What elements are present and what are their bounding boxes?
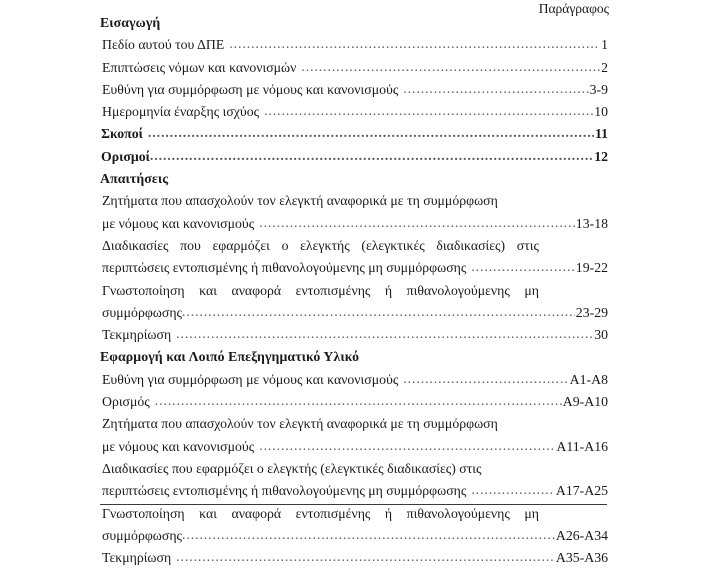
toc-entry[interactable] <box>102 302 608 324</box>
toc-entry-label: περιπτώσεις εντοπισμένης ή πιθανολογούμενης μη συμμόρφωσης <box>102 483 467 499</box>
toc-entry-wrapped-line: Ζητήματα που απασχολούν τον ελεγκτή αναφορικά με τη συμμόρφωση <box>102 193 498 209</box>
toc-entry-number: 11 <box>594 126 608 142</box>
toc-section-heading: Εισαγωγή <box>100 15 161 30</box>
table-of-contents <box>100 12 608 569</box>
leader-dots <box>403 78 588 100</box>
toc-entry[interactable] <box>102 369 608 391</box>
toc-entry-label: Ευθύνη για συμμόρφωση με νόμους και κανονισμούς <box>102 81 399 97</box>
toc-entry[interactable] <box>102 324 608 346</box>
word: ο <box>281 237 289 253</box>
word: ή <box>384 282 393 298</box>
toc-entry-wrapped-line: Ζητήματα που απασχολούν τον ελεγκτή αναφορικά με τη συμμόρφωση <box>102 416 498 432</box>
toc-entry-label: περιπτώσεις εντοπισμένης ή πιθανολογούμενης μη συμμόρφωσης <box>102 260 467 276</box>
toc-entry[interactable] <box>102 79 608 101</box>
word: ή <box>384 505 393 521</box>
word: που <box>180 237 201 253</box>
leader-dots <box>259 435 555 457</box>
leader-dots <box>176 323 593 345</box>
toc-section-application-material <box>100 346 608 569</box>
toc-entry-label: Ευθύνη για συμμόρφωση με νόμους και κανονισμούς <box>102 371 399 387</box>
leader-dots <box>471 479 555 501</box>
toc-entry-label: Ορισμοί <box>101 148 150 164</box>
toc-entry-label: συμμόρφωσης <box>102 304 183 320</box>
toc-section-requirements <box>100 168 608 346</box>
word: εντοπισμένης <box>295 282 371 298</box>
toc-entry-number: 30 <box>594 327 608 343</box>
toc-entry-wrapped-line <box>102 503 539 525</box>
toc-entry[interactable] <box>102 391 608 413</box>
leader-dots <box>403 368 568 390</box>
word: μη <box>524 282 539 298</box>
toc-entry[interactable] <box>102 525 608 547</box>
toc-entry-number: 12 <box>594 148 608 164</box>
toc-entry[interactable] <box>102 436 608 458</box>
toc-entry[interactable] <box>102 101 608 123</box>
leader-dots <box>259 212 575 234</box>
toc-entry-label: Επιπτώσεις νόμων και κανονισμών <box>102 59 297 75</box>
toc-entry-label: με νόμους και κανονισμούς <box>102 438 255 454</box>
leader-dots <box>182 524 555 546</box>
toc-entry-number: 19-22 <box>575 260 608 276</box>
toc-entry[interactable] <box>102 213 608 235</box>
leader-dots <box>264 100 593 122</box>
toc-entry-wrapped-line <box>102 280 539 302</box>
toc-entry[interactable] <box>102 34 608 56</box>
toc-entry-number: 2 <box>601 59 608 75</box>
word: αναφορά <box>231 505 282 521</box>
toc-entry-number: 1 <box>601 37 608 53</box>
leader-dots <box>176 546 555 568</box>
toc-entry[interactable] <box>102 547 608 569</box>
leader-dots <box>301 56 600 78</box>
toc-entry-number: A26-A34 <box>555 527 608 543</box>
toc-entry-label: Σκοποί <box>101 126 143 142</box>
word: και <box>199 505 217 521</box>
toc-entry-number: A9-A10 <box>562 394 608 410</box>
toc-entry-label: συμμόρφωσης <box>102 527 183 543</box>
toc-entry-number: A35-A36 <box>555 550 608 566</box>
leader-dots <box>471 256 574 278</box>
toc-entry-number: 10 <box>594 104 608 120</box>
toc-entry-number: A17-A25 <box>555 483 608 499</box>
toc-entry-objectives[interactable] <box>101 123 608 145</box>
toc-entry-label: Ορισμός <box>102 394 150 410</box>
toc-section-heading: Απαιτήσεις <box>100 171 169 187</box>
toc-entry-label: Πεδίο αυτού του ΔΠΕ <box>102 37 225 53</box>
word: εντοπισμένης <box>295 505 371 521</box>
word: μη <box>524 505 539 521</box>
toc-entry-number: A1-A8 <box>569 371 608 387</box>
toc-section-introduction <box>100 12 608 123</box>
toc-entry-number: 3-9 <box>589 81 608 97</box>
word: διαδικασίες) <box>436 237 506 253</box>
leader-dots <box>155 390 562 412</box>
leader-dots <box>182 301 575 323</box>
column-header-paragraph: Παράγραφος <box>538 1 609 16</box>
word: Γνωστοποίηση <box>102 282 185 298</box>
toc-entry-definitions[interactable] <box>101 146 608 168</box>
word: πιθανολογούμενης <box>406 505 510 521</box>
word: πιθανολογούμενης <box>406 282 510 298</box>
leader-dots <box>148 122 594 144</box>
leader-dots <box>150 145 593 167</box>
toc-entry-label: Ημερομηνία έναρξης ισχύος <box>102 104 260 120</box>
toc-entry[interactable] <box>102 480 608 502</box>
word: και <box>199 282 217 298</box>
word: στις <box>516 237 539 253</box>
leader-dots <box>229 33 600 55</box>
word: Γνωστοποίηση <box>102 505 185 521</box>
word: Διαδικασίες <box>102 237 169 253</box>
word: ελεγκτής <box>300 237 350 253</box>
toc-entry[interactable] <box>102 57 608 79</box>
toc-entry-label: Τεκμηρίωση <box>102 550 172 566</box>
toc-section-heading: Εφαρμογή και Λοιπό Επεξηγηματικό Υλικό <box>100 349 360 365</box>
toc-entry-number: A11-A16 <box>556 438 608 454</box>
toc-entry-label: Τεκμηρίωση <box>102 327 172 343</box>
toc-entry-wrapped-line: Διαδικασίες που εφαρμόζει ο ελεγκτής (ελεγκτικές διαδικασίες) στις <box>102 460 482 476</box>
toc-entry-wrapped-line <box>102 235 539 257</box>
toc-entry-number: 23-29 <box>575 304 608 320</box>
word: εφαρμόζει <box>212 237 270 253</box>
footnote-separator-rule <box>100 504 607 505</box>
toc-entry-label: με νόμους και κανονισμούς <box>102 215 255 231</box>
toc-entry[interactable] <box>102 257 608 279</box>
word: (ελεγκτικές <box>361 237 425 253</box>
toc-entry-number: 13-18 <box>575 215 608 231</box>
word: αναφορά <box>231 282 282 298</box>
